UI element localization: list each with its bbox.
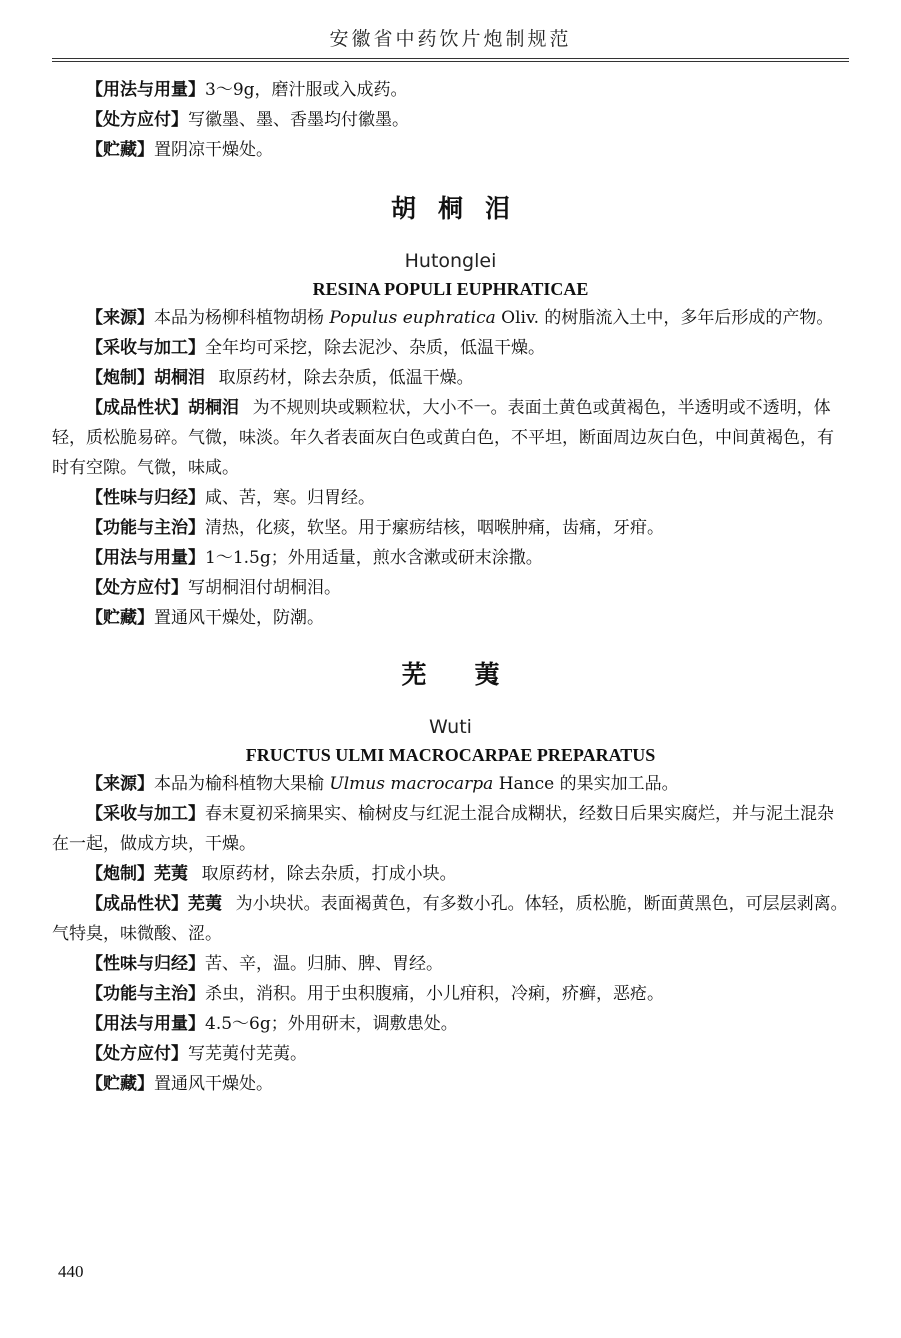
entry-nature (52, 483, 849, 513)
entry-subject: 胡桐泪 (188, 398, 239, 418)
entry-prescription (52, 573, 849, 603)
entry-text: 咸、苦，寒。归胃经。 (205, 488, 375, 508)
entry-subject: 芜荑 (188, 894, 222, 914)
entry-character (52, 889, 849, 949)
entry-text: 置通风干燥处。 (154, 1074, 273, 1094)
entry-label: 【来源】 (86, 774, 154, 794)
entry-label: 【采收与加工】 (86, 338, 205, 358)
entry-harvest (52, 333, 849, 363)
entry-text: 写芜荑付芜荑。 (188, 1044, 307, 1064)
entry-storage (52, 1069, 849, 1099)
entry-label: 【贮藏】 (86, 608, 154, 628)
entry-label: 【性味与归经】 (86, 954, 205, 974)
entry-storage (52, 135, 849, 165)
header-divider (52, 58, 849, 59)
entry-text: 本品为榆科植物大果榆 (154, 774, 330, 794)
entry-text: 4.5～6g；外用研末，调敷患处。 (205, 1014, 458, 1034)
entry-text: 本品为杨柳科植物胡杨 (154, 308, 330, 328)
entry-label: 【处方应付】 (86, 1044, 188, 1064)
entry-text: 春末夏初采摘果实、榆树皮与红泥土混合成糊状，经数日后果实腐烂，并与泥土混杂在一起，做成方块，干燥。 (52, 804, 834, 854)
entry-dosage (52, 1009, 849, 1039)
entry-character (52, 393, 849, 483)
entry-text: 取原药材，除去杂质，打成小块。 (201, 864, 457, 884)
entry-text: 苦、辛，温。归肺、脾、胃经。 (205, 954, 443, 974)
entry-text: 全年均可采挖，除去泥沙、杂质，低温干燥。 (205, 338, 545, 358)
monograph-latin-name: FRUCTUS ULMI MACROCARPAE PREPARATUS (245, 745, 656, 765)
entry-label: 【贮藏】 (86, 1074, 154, 1094)
entry-text: 3～9g，磨汁服或入成药。 (205, 80, 408, 100)
monograph-pinyin: Hutonglei (404, 250, 497, 272)
entry-label: 【采收与加工】 (86, 804, 205, 824)
entry-label: 【用法与用量】 (86, 1014, 205, 1034)
entry-text: 1～1.5g；外用适量，煎水含漱或研末涂撒。 (205, 548, 543, 568)
entry-prescription (52, 105, 849, 135)
entry-text: Hance 的果实加工品。 (493, 774, 679, 794)
monograph-latin-name: RESINA POPULI EUPHRATICAE (312, 279, 589, 299)
entry-function (52, 979, 849, 1009)
entry-text: 为小块状。表面褐黄色，有多数小孔。体轻，质松脆，断面黄黑色，可层层剥离。气特臭，味微酸、涩。 (52, 894, 848, 944)
entry-label: 【来源】 (86, 308, 154, 328)
species-name: Ulmus macrocarpa (329, 774, 494, 794)
header-divider-lower (52, 61, 849, 62)
monograph-title: 胡桐泪 (390, 194, 532, 223)
entry-prescription (52, 1039, 849, 1069)
entry-label: 【用法与用量】 (86, 548, 205, 568)
entry-label: 【成品性状】 (86, 894, 188, 914)
entry-storage (52, 603, 849, 633)
entry-label: 【炮制】 (86, 368, 154, 388)
page-number: 440 (58, 1262, 84, 1281)
entry-harvest (52, 799, 849, 859)
entry-label: 【成品性状】 (86, 398, 188, 418)
species-name: Populus euphratica (329, 308, 496, 328)
page-body (52, 75, 849, 1099)
entry-label: 【功能与主治】 (86, 518, 205, 538)
entry-text: 取原药材，除去杂质，低温干燥。 (218, 368, 474, 388)
entry-text: 置阴凉干燥处。 (154, 140, 273, 160)
entry-processing (52, 363, 849, 393)
entry-label: 【贮藏】 (86, 140, 154, 160)
entry-subject: 芜荑 (154, 864, 188, 884)
entry-dosage (52, 543, 849, 573)
entry-label: 【炮制】 (86, 864, 154, 884)
entry-text: Oliv. 的树脂流入土中，多年后形成的产物。 (495, 308, 834, 328)
entry-text: 置通风干燥处，防潮。 (154, 608, 324, 628)
entry-text: 写胡桐泪付胡桐泪。 (188, 578, 341, 598)
entry-subject: 胡桐泪 (154, 368, 205, 388)
entry-label: 【用法与用量】 (86, 80, 205, 100)
entry-text: 杀虫，消积。用于虫积腹痛，小儿疳积，冷痢，疥癣，恶疮。 (205, 984, 664, 1004)
entry-function (52, 513, 849, 543)
entry-source (52, 769, 849, 799)
entry-text: 写徽墨、墨、香墨均付徽墨。 (188, 110, 409, 130)
entry-label: 【处方应付】 (86, 578, 188, 598)
monograph-title: 芜荑 (401, 660, 548, 689)
entry-source (52, 303, 849, 333)
entry-text: 清热，化痰，软坚。用于瘰疬结核，咽喉肿痛，齿痛，牙疳。 (205, 518, 664, 538)
entry-processing (52, 859, 849, 889)
entry-label: 【功能与主治】 (86, 984, 205, 1004)
monograph-pinyin: Wuti (429, 716, 472, 738)
entry-dosage (52, 75, 849, 105)
entry-nature (52, 949, 849, 979)
entry-text: 为不规则块或颗粒状，大小不一。表面土黄色或黄褐色，半透明或不透明，体轻，质松脆易碎。气微，味淡。年久者表面灰白色或黄白色，不平坦，断面周边灰白色，中间黄褐色，有时有空隙。气微，味咸。 (52, 398, 834, 478)
running-header: 安徽省中药饮片炮制规范 (329, 28, 572, 50)
entry-label: 【处方应付】 (86, 110, 188, 130)
entry-label: 【性味与归经】 (86, 488, 205, 508)
